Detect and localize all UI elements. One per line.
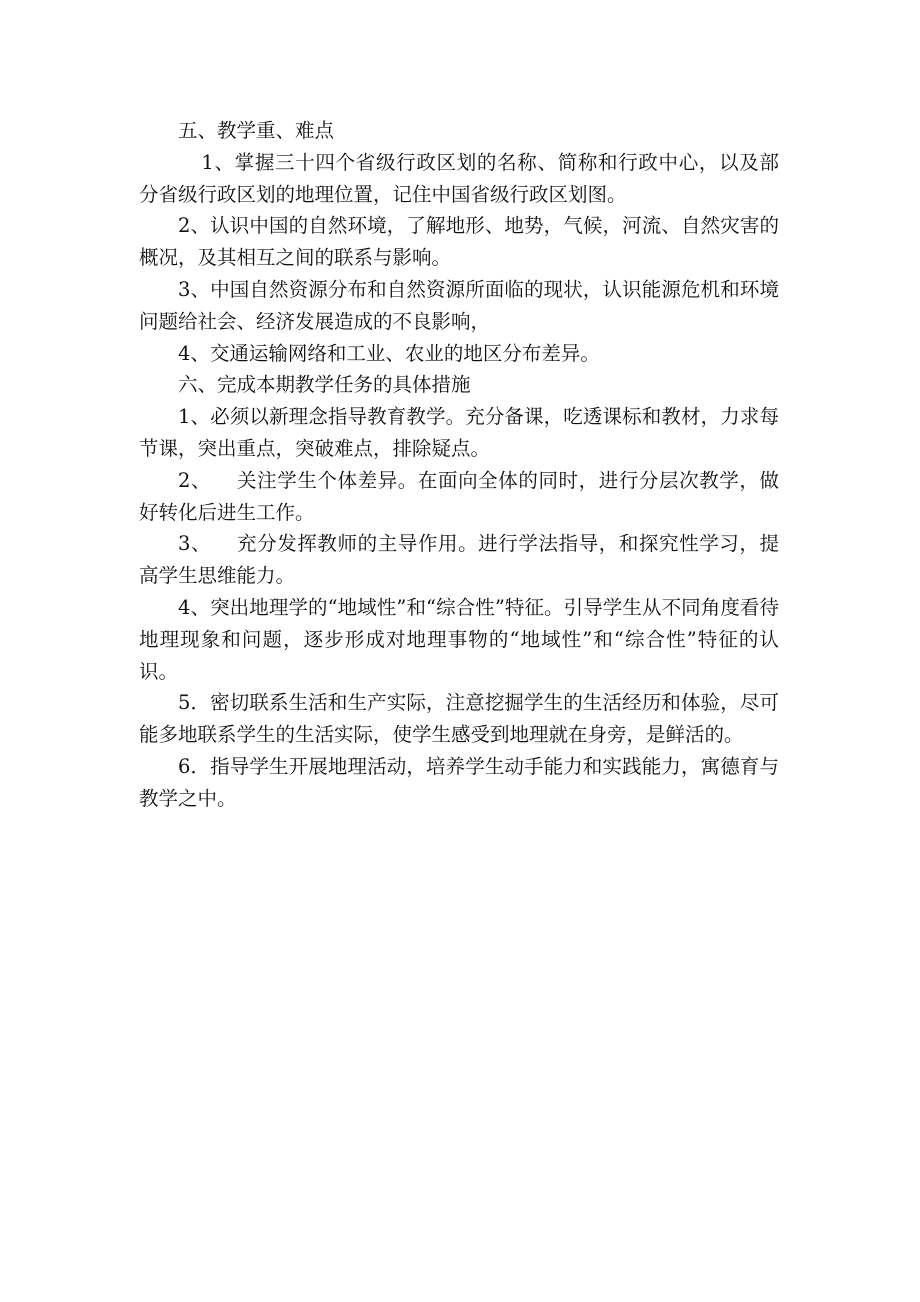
focus-item-2: 2、认识中国的自然环境，了解地形、地势，气候，河流、自然灾害的概况，及其相互之间的联系与影响。 bbox=[139, 214, 779, 270]
focus-item-4: 4、交通运输网络和工业、农业的地区分布差异。 bbox=[178, 341, 600, 365]
measure-item-3 bbox=[139, 528, 779, 592]
measure-item-3-text: 充分发挥教师的主导作用。进行学法指导，和探究性学习，提高学生思维能力。 bbox=[139, 532, 779, 588]
measure-item-2-number: 2、 bbox=[178, 468, 212, 492]
measure-item-1: 1、必须以新理念指导教育教学。充分备课，吃透课标和教材，力求每节课，突出重点，突破难点，排除疑点。 bbox=[139, 405, 779, 460]
document-body bbox=[139, 115, 779, 815]
measure-item-2 bbox=[139, 465, 779, 529]
measure-item-3-number: 3、 bbox=[178, 532, 212, 556]
measure-item-2-text: 关注学生个体差异。在面向全体的同时，进行分层次教学，做好转化后进生工作。 bbox=[139, 468, 779, 524]
measure-item-6: 6．指导学生开展地理活动，培养学生动手能力和实践能力，寓德育与教学之中。 bbox=[139, 754, 779, 810]
measure-item-4: 4、突出地理学的“地域性”和“综合性”特征。引导学生从不同角度看待地理现象和问题，逐步形成对地理事物的“地域性”和“综合性”特征的认识。 bbox=[139, 595, 779, 683]
section-heading-measures: 六、完成本期教学任务的具体措施 bbox=[178, 373, 471, 397]
focus-item-3: 3、中国自然资源分布和自然资源所面临的现状，认识能源危机和环境问题给社会、经济发展造成的不良影响， bbox=[139, 277, 779, 333]
focus-item-1: 1、掌握三十四个省级行政区划的名称、简称和行政中心，以及部分省级行政区划的地理位置，记住中国省级行政区划图。 bbox=[139, 150, 779, 206]
measure-item-5: 5．密切联系生活和生产实际，注意挖掘学生的生活经历和体验，尽可能多地联系学生的生活实际，使学生感受到地理就在身旁，是鲜活的。 bbox=[139, 691, 779, 747]
section-heading-teaching-focus: 五、教学重、难点 bbox=[178, 119, 335, 142]
